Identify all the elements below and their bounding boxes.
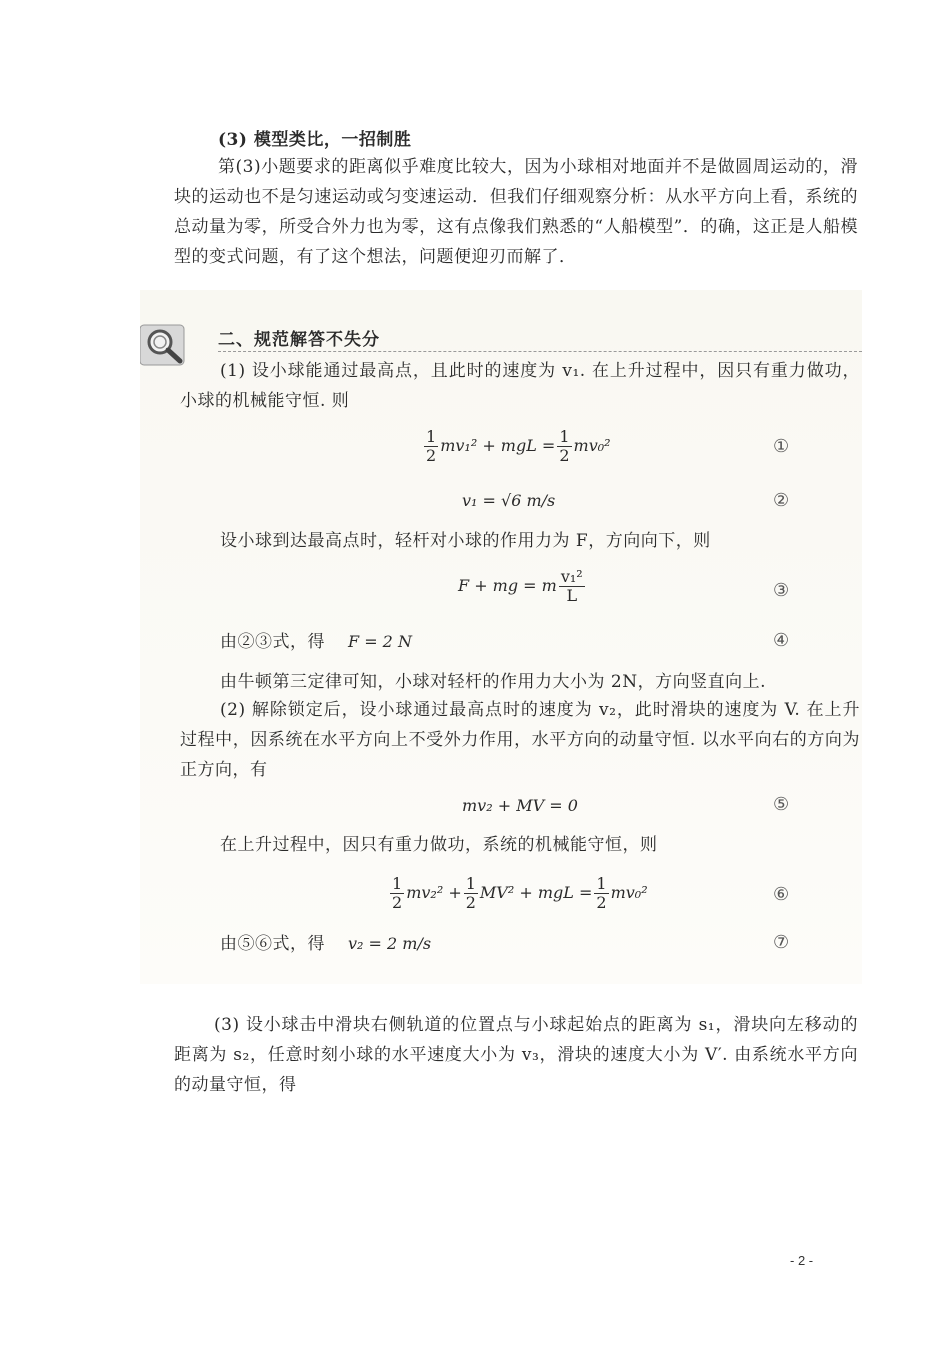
equation-3: F + mg = m $\frac{\text{v₁²}}{L}$ (458, 567, 583, 605)
fraction-v1sq-over-L: $\frac{\text{v₁²}}{L}$ (560, 567, 583, 605)
equation-number-4: ④ (773, 630, 790, 651)
solution-paragraph-2: 设小球到达最高点时，轻杆对小球的作用力为 F，方向向下，则 (220, 531, 711, 551)
equation-6: $\frac{1}{2}$ mv₂² + $\frac{1}{2}$ MV² + mgL = $\frac{1}{2}$ mv₀² (392, 874, 648, 912)
section-heading-model-analogy: (3) 模型类比，一招制胜 (218, 130, 412, 150)
equation-2: v₁ = √6 m/s (462, 491, 556, 510)
equation-number-1: ① (773, 436, 790, 457)
solution-paragraph-4: (2) 解除锁定后，设小球通过最高点时的速度为 v₂，此时滑块的速度为 V. 在上升过程中，因系统在水平方向上不受外力作用，水平方向的动量守恒. 以水平向右的方向为正方向，有 (180, 700, 860, 780)
equation-5: mv₂ + MV = 0 (462, 796, 578, 815)
fraction-half: $\frac{1}{2}$ (559, 427, 570, 465)
solution-paragraph-1: (1) 设小球能通过最高点，且此时的速度为 v₁. 在上升过程中，因只有重力做功，小球的机械能守恒. 则 (180, 361, 860, 411)
page-number: - 2 - (790, 1253, 814, 1268)
fraction-half: $\frac{1}{2}$ (426, 427, 437, 465)
equation-number-7: ⑦ (773, 932, 790, 953)
equation-1: $\frac{1}{2}$ mv₁² + mgL = $\frac{1}{2}$ mv₀² (426, 427, 611, 465)
fraction-half: $\frac{1}{2}$ (392, 874, 403, 912)
solution-paragraph-5: 在上升过程中，因只有重力做功，系统的机械能守恒，则 (220, 835, 658, 855)
fraction-half: $\frac{1}{2}$ (465, 874, 476, 912)
equation-number-2: ② (773, 490, 790, 511)
equation-number-3: ③ (773, 580, 790, 601)
analysis-paragraph: 第(3)小题要求的距离似乎难度比较大，因为小球相对地面并不是做圆周运动的，滑块的运动也不是匀速运动或匀变速运动．但我们仔细观察分析：从水平方向上看，系统的总动量为零，所受合外力也为零，这有点像我们熟悉的“人船模型”．的确，这正是人船模型的变式问题，有了这个想法，问题便迎刃而解了． (174, 157, 858, 267)
section-title-standard-solution: 二、规范解答不失分 (218, 330, 380, 350)
equation-7-lead: 由⑤⑥式，得 (220, 934, 325, 954)
part3-paragraph: (3) 设小球击中滑块右侧轨道的位置点与小球起始点的距离为 s₁，滑块向左移动的距离为 s₂，任意时刻小球的水平速度大小为 v₃，滑块的速度大小为 V′. 由系统水平方向的动量守恒，得 (174, 1015, 858, 1095)
section-title-divider (218, 351, 862, 352)
equation-number-5: ⑤ (773, 794, 790, 815)
equation-7: v₂ = 2 m/s (348, 934, 432, 953)
equation-4-lead: 由②③式，得 (220, 632, 325, 652)
fraction-half: $\frac{1}{2}$ (596, 874, 607, 912)
equation-number-6: ⑥ (773, 884, 790, 905)
solution-paragraph-3: 由牛顿第三定律可知，小球对轻杆的作用力大小为 2N，方向竖直向上. (220, 672, 766, 692)
equation-4: F = 2 N (348, 632, 412, 651)
